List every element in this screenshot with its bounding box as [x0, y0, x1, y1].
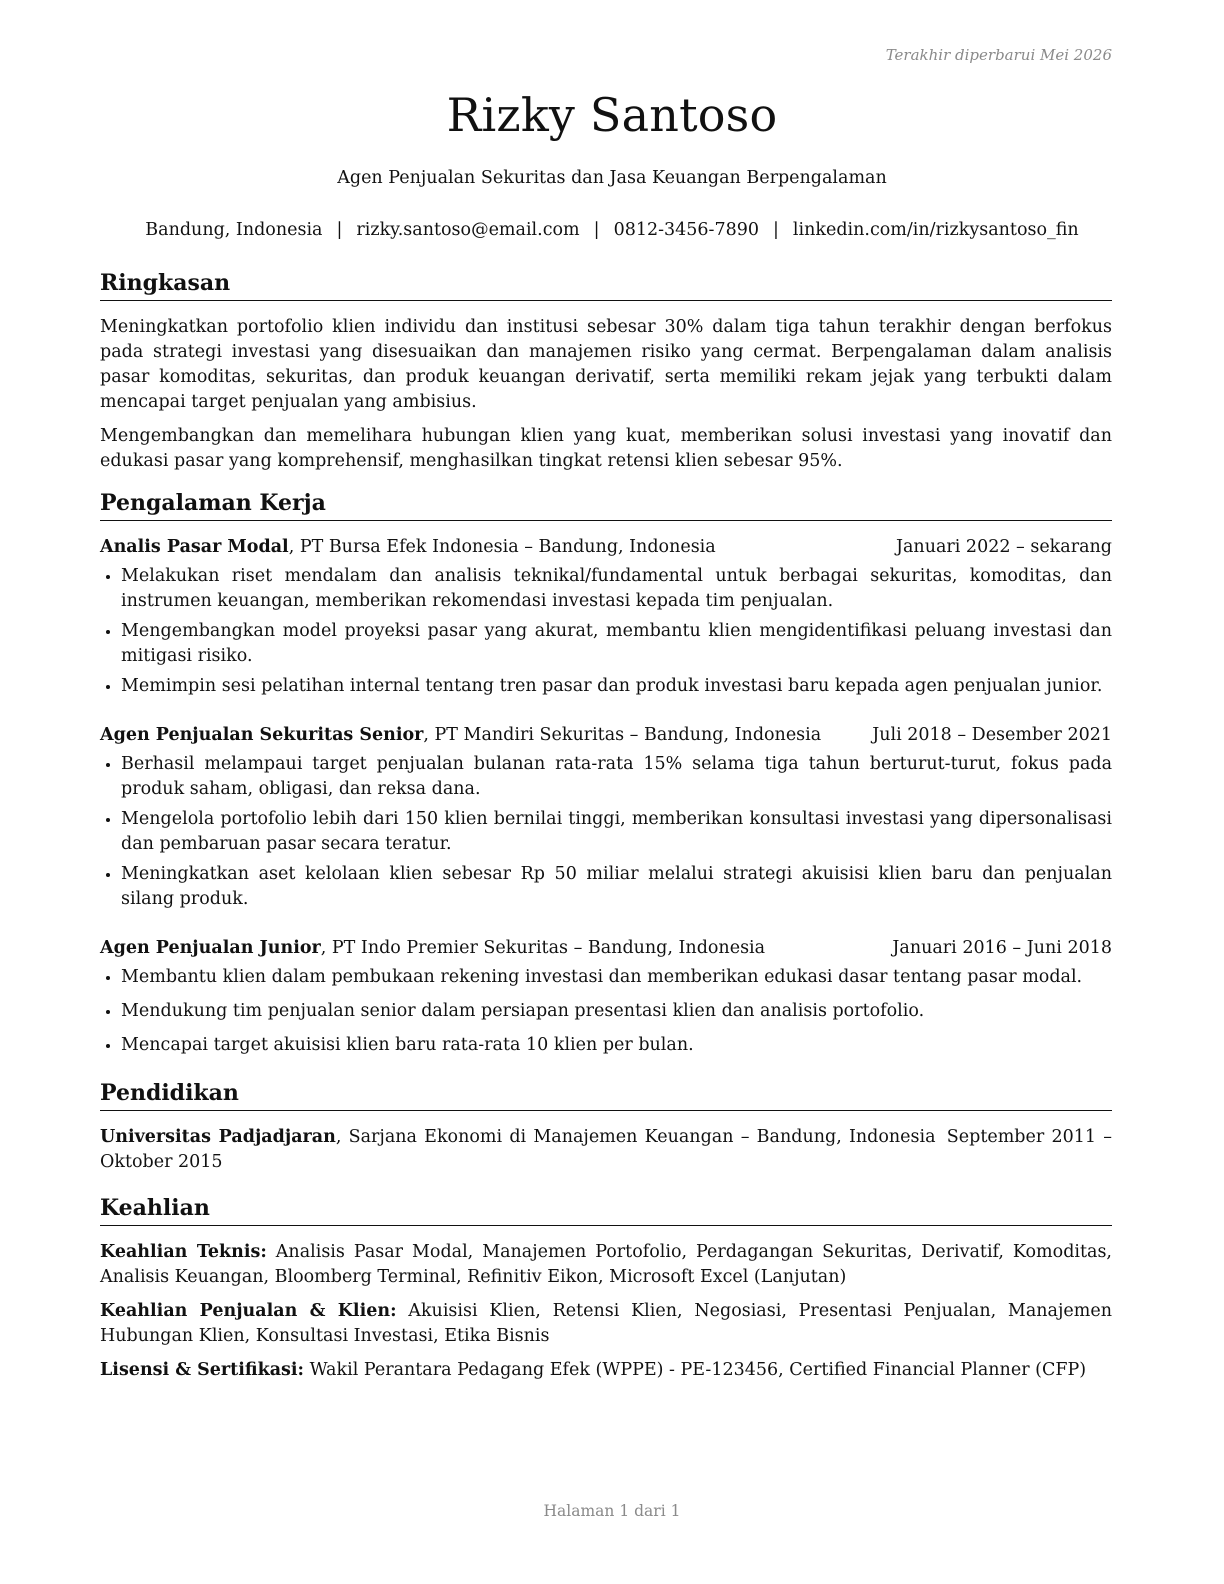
skill-text: Wakil Perantara Pedagang Efek (WPPE) - PE-123456, Certified Financial Planner (CFP): [304, 1360, 1087, 1380]
job-entry: [100, 535, 1112, 699]
section-title-summary: Ringkasan: [100, 268, 1112, 301]
contact-location: Bandung, Indonesia: [145, 220, 323, 240]
job-entry: [100, 936, 1112, 1058]
job-bullet: • Mencapai target akuisisi klien baru rata-rata 10 klien per bulan.: [121, 1033, 1112, 1058]
job-bullet: • Mengelola portofolio lebih dari 150 klien bernilai tinggi, memberikan konsultasi investasi yang dipersonalisasi dan pembaruan pasar secara teratur.: [121, 807, 1112, 857]
job-company: , PT Indo Premier Sekuritas – Bandung, Indonesia: [320, 938, 766, 958]
job-header: [100, 936, 1112, 961]
section-title-experience: Pengalaman Kerja: [100, 488, 1112, 521]
contact-email[interactable]: rizky.santoso@email.com: [356, 220, 580, 240]
skill-label: Keahlian Penjualan & Klien:: [100, 1301, 397, 1321]
job-header: [100, 535, 1112, 560]
section-title-education: Pendidikan: [100, 1078, 1112, 1111]
skill-row: [100, 1358, 1112, 1383]
resume-content: [100, 268, 1112, 1392]
job-bullets: [100, 965, 1112, 1058]
section-title-skills: Keahlian: [100, 1193, 1112, 1226]
education-dates: September 2011 – Oktober 2015: [100, 1127, 1112, 1172]
job-title: Agen Penjualan Sekuritas Senior: [100, 725, 424, 745]
job-title: Agen Penjualan Junior: [100, 938, 321, 958]
job-bullet: • Meningkatkan aset kelolaan klien sebesar Rp 50 miliar melalui strategi akuisisi klien baru dan penjualan silang produk.: [121, 862, 1112, 912]
job-bullet: • Berhasil melampaui target penjualan bulanan rata-rata 15% selama tiga tahun berturut-turut, fokus pada produk saham, obligasi, dan reksa dana.: [121, 752, 1112, 802]
education-school: Universitas Padjadjaran: [100, 1127, 336, 1147]
job-title: Analis Pasar Modal: [100, 537, 289, 557]
contact-phone[interactable]: 0812-3456-7890: [613, 220, 759, 240]
job-role: [100, 723, 821, 748]
job-bullet: • Memimpin sesi pelatihan internal tentang tren pasar dan produk investasi baru kepada agen penjualan junior.: [121, 674, 1112, 699]
education-entry: [100, 1125, 1112, 1175]
skill-text: Akuisisi Klien, Retensi Klien, Negosiasi, Presentasi Penjualan, Manajemen Hubungan Klien, Konsultasi Investasi, Etika Bisnis: [100, 1301, 1112, 1346]
job-entry: [100, 723, 1112, 912]
summary-paragraph: Mengembangkan dan memelihara hubungan klien yang kuat, memberikan solusi investasi yang inovatif dan edukasi pasar yang komprehensif, menghasilkan tingkat retensi klien sebesar 95%.: [100, 426, 1112, 471]
job-dates: Januari 2016 – Juni 2018: [892, 938, 1112, 958]
skill-row: [100, 1240, 1112, 1290]
education-degree: , Sarjana Ekonomi di Manajemen Keuangan – Bandung, Indonesia: [335, 1127, 936, 1147]
job-bullets: [100, 564, 1112, 699]
job-bullet: • Membantu klien dalam pembukaan rekening investasi dan memberikan edukasi dasar tentang pasar modal.: [121, 965, 1112, 990]
contact-separator: |: [593, 220, 600, 240]
candidate-name: Rizky Santoso: [446, 88, 778, 142]
skill-row: [100, 1299, 1112, 1349]
candidate-headline: Agen Penjualan Sekuritas dan Jasa Keuangan Berpengalaman: [337, 168, 887, 188]
job-company: , PT Bursa Efek Indonesia – Bandung, Indonesia: [288, 537, 716, 557]
last-updated-note: Terakhir diperbarui Mei 2026: [885, 46, 1112, 64]
job-header: [100, 723, 1112, 748]
summary-paragraph: Meningkatkan portofolio klien individu dan institusi sebesar 30% dalam tiga tahun terakhir dengan berfokus pada strategi investasi yang disesuaikan dan manajemen risiko yang cermat. Berpengalaman dalam analisis pasar komoditas, sekuritas, dan produk keuangan derivatif, serta memiliki rekam jejak yang terbukti dalam mencapai target penjualan yang ambisius.: [100, 317, 1112, 412]
contact-separator: |: [773, 220, 779, 240]
skill-label: Lisensi & Sertifikasi:: [100, 1360, 305, 1380]
skill-text: Analisis Pasar Modal, Manajemen Portofolio, Perdagangan Sekuritas, Derivatif, Komoditas, Analisis Keuangan, Bloomberg Terminal, Refinitiv Eikon, Microsoft Excel (Lanjutan): [100, 1242, 1112, 1287]
job-role: [100, 936, 765, 961]
contact-line: [0, 220, 1224, 240]
contact-separator: |: [336, 220, 343, 240]
job-company: , PT Mandiri Sekuritas – Bandung, Indonesia: [423, 725, 822, 745]
job-bullet: • Mengembangkan model proyeksi pasar yang akurat, membantu klien mengidentifikasi peluang investasi dan mitigasi risiko.: [121, 619, 1112, 669]
job-bullet: • Melakukan riset mendalam dan analisis teknikal/fundamental untuk berbagai sekuritas, komoditas, dan instrumen keuangan, memberikan rekomendasi investasi kepada tim penjualan.: [121, 564, 1112, 614]
contact-linkedin[interactable]: linkedin.com/in/rizkysantoso_fin: [792, 220, 1079, 240]
page-number-footer: Halaman 1 dari 1: [543, 1502, 681, 1520]
job-bullet: • Mendukung tim penjualan senior dalam persiapan presentasi klien dan analisis portofolio.: [121, 999, 1112, 1024]
job-dates: Juli 2018 – Desember 2021: [872, 725, 1112, 745]
skill-label: Keahlian Teknis:: [100, 1242, 267, 1262]
job-bullets: [100, 752, 1112, 912]
job-role: [100, 535, 716, 560]
job-dates: Januari 2022 – sekarang: [895, 537, 1112, 557]
